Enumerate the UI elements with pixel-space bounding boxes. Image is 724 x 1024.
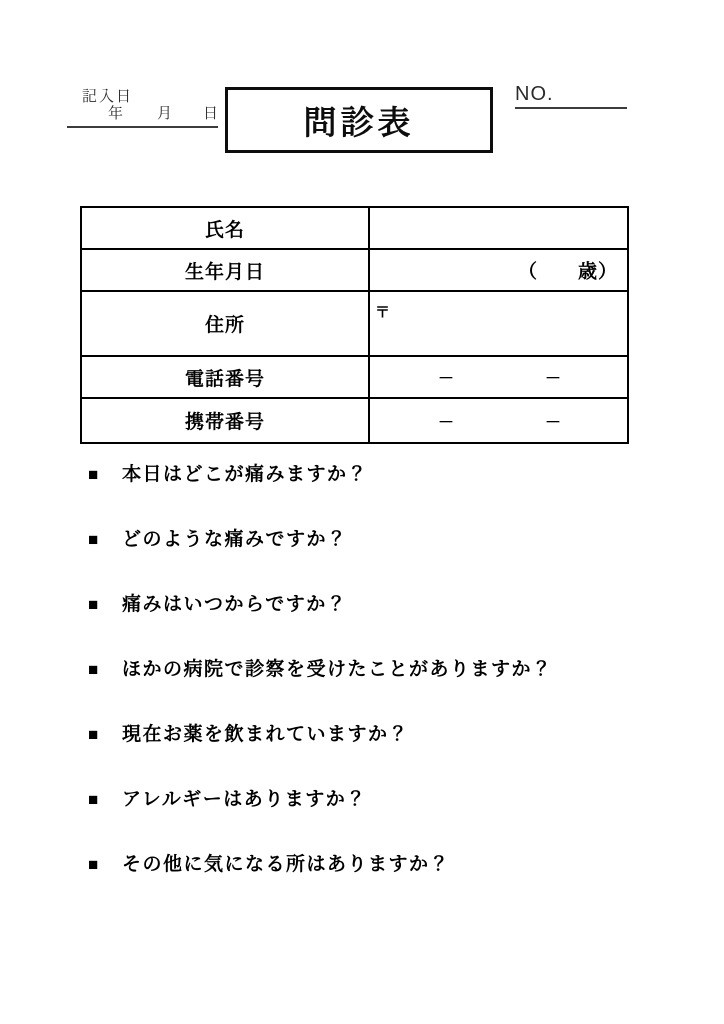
question-text: 痛みはいつからですか？ [122,594,348,615]
name-blank-area[interactable] [370,209,627,247]
question-text: その他に気になる所はありますか？ [122,854,451,875]
question-item [88,463,553,487]
fill-date-input-line[interactable] [67,103,218,128]
no-label: NO. [515,83,554,105]
phone-dash: － [438,370,455,388]
question-text: どのような痛みですか？ [122,529,348,550]
row-label-phone: 電話番号 [81,356,369,398]
birthdate-input-cell[interactable] [369,249,628,291]
postal-code-mark: 〒 [375,304,391,321]
date-year-label: 年 [108,105,124,122]
row-label-mobile: 携帯番号 [81,398,369,443]
no-input-line[interactable] [515,83,627,109]
page-title: 問診表 [303,103,415,141]
question-text: 現在お薬を飲まれていますか？ [122,724,410,745]
phone-input-cell[interactable] [369,356,628,398]
patient-info-table [80,206,629,444]
questions-list [88,463,553,877]
age-parenthesis: （ 歳） [517,261,618,283]
table-row [81,356,628,398]
question-text: ほかの病院で診察を受けたことがありますか？ [122,659,553,680]
square-bullet-icon: ■ [88,465,99,484]
square-bullet-icon: ■ [88,790,99,809]
fill-date-label: 記入日 [82,88,134,105]
question-item [88,593,553,617]
square-bullet-icon: ■ [88,595,99,614]
date-month-label: 月 [157,105,173,122]
row-label-address: 住所 [81,291,369,356]
question-text: アレルギーはありますか？ [122,789,367,810]
mobile-dash: － [438,414,455,431]
question-item [88,788,553,812]
square-bullet-icon: ■ [88,725,99,744]
square-bullet-icon: ■ [88,660,99,679]
square-bullet-icon: ■ [88,530,99,549]
question-item [88,853,553,877]
square-bullet-icon: ■ [88,855,99,874]
mobile-dash: － [545,414,562,431]
table-row [81,398,628,443]
question-text: 本日はどこが痛みますか？ [122,464,369,485]
row-label-name: 氏名 [81,207,369,249]
row-label-birthdate: 生年月日 [81,249,369,291]
question-item [88,658,553,682]
mobile-input-cell[interactable] [369,398,628,443]
table-row [81,207,628,249]
phone-dash: － [545,370,562,388]
address-input-cell[interactable] [369,291,628,356]
question-item [88,528,553,552]
title-box [225,87,493,153]
table-row [81,291,628,356]
date-day-label: 日 [203,105,219,122]
question-item [88,723,553,747]
name-input-cell[interactable] [369,207,628,249]
table-row [81,249,628,291]
